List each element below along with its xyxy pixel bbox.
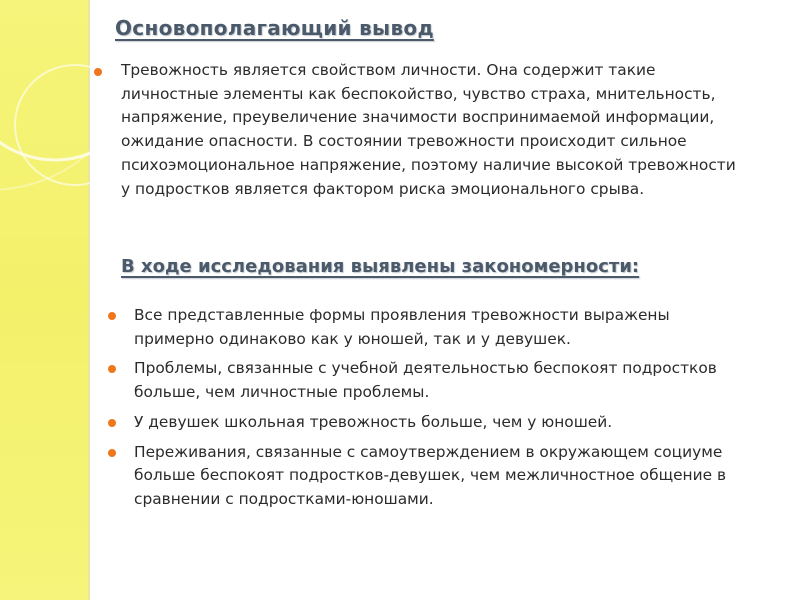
finding-text: Переживания, связанные с самоутверждением в окружающем социуме больше беспокоят подростков-девушек, чем межличностное общение в сравнении с подростками-юношами. — [134, 442, 727, 508]
finding-item — [108, 357, 738, 404]
findings-heading: В ходе исследования выявлены закономерности: — [121, 256, 640, 277]
decorative-circle-small — [15, 65, 135, 185]
paragraph-bullet — [94, 68, 102, 76]
finding-bullet — [108, 419, 116, 427]
finding-bullet — [108, 365, 116, 373]
slide-title: Основополагающий вывод — [115, 16, 434, 40]
finding-text: У девушек школьная тревожность больше, чем у юношей. — [134, 412, 613, 431]
finding-item — [108, 441, 738, 512]
finding-bullet — [108, 312, 116, 320]
main-paragraph: Тревожность является свойством личности. Она содержит такие личностные элементы как беспокойство, чувство страха, мнительность, напряжение, преувеличение значимости воспринимаемой информации, ожидание опасности. В состоянии тревожности происходит сильное психоэмоциональное напряжение, поэтому наличие высокой тревожности у подростков является фактором риска эмоционального срыва. — [121, 61, 736, 198]
finding-bullet — [108, 449, 116, 457]
finding-item — [108, 411, 738, 435]
finding-text: Все представленные формы проявления тревожности выражены примерно одинаково как у юношей, так и у девушек. — [134, 306, 670, 348]
finding-item — [108, 304, 738, 351]
findings-list — [108, 304, 738, 518]
finding-text: Проблемы, связанные с учебной деятельностью беспокоят подростков больше, чем личностные проблемы. — [134, 359, 717, 402]
